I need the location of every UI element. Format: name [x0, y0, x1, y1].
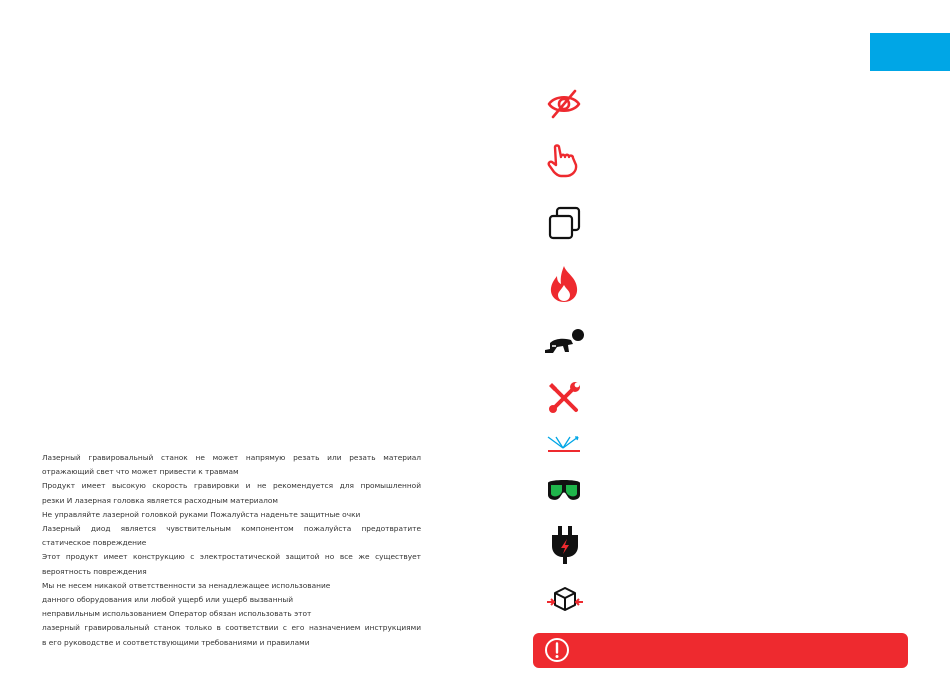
safety-text-line: лазерный гравировальный станок только в соответствии с его назначением инструкциями [42, 623, 421, 633]
safety-text-line: Мы не несем никакой ответственности за ненадлежащее использование [42, 580, 331, 590]
safety-text-block [42, 451, 421, 650]
safety-text-line: вероятность повреждения [42, 566, 147, 576]
safety-glasses-icon [545, 474, 583, 506]
crawling-baby-icon [543, 327, 587, 357]
safety-text-line: неправильным использованием Оператор обязан использовать этот [42, 609, 312, 619]
eye-crossed-icon [546, 88, 582, 120]
exclamation-circle-icon [544, 637, 570, 663]
power-plug-icon [547, 524, 583, 566]
hand-pointer-icon [546, 143, 582, 179]
safety-text-line: в его руководстве и соответствующими требованиями и правилами [42, 637, 310, 647]
overlapping-squares-icon [547, 206, 583, 240]
safety-text-line: отражающий свет что может привести к травмам [42, 467, 239, 477]
tools-crossed-icon [546, 380, 582, 416]
warning-banner [533, 633, 908, 668]
static-box-icon [546, 585, 584, 615]
safety-text-line: статическое повреждение [42, 538, 147, 548]
corner-tab [870, 33, 950, 71]
safety-text-line: Лазерный диод является чувствительным компонентом пожалуйста предотвратите [42, 524, 421, 534]
safety-text-line: резки И лазерная головка является расходным материалом [42, 495, 278, 505]
safety-text-line: Лазерный гравировальный станок не может напрямую резать или резать материал [42, 453, 421, 462]
laser-reflection-icon [546, 433, 582, 455]
safety-text-line: Этот продукт имеет конструкцию с электростатической защитой но все же существует [42, 552, 421, 562]
safety-text-line: данного оборудования или любой ущерб или ущерб вызванный [42, 595, 293, 605]
safety-text-line: Не управляйте лазерной головкой руками Пожалуйста наденьте защитные очки [42, 509, 361, 519]
fire-icon [546, 265, 582, 303]
safety-text-line: Продукт имеет высокую скорость гравировки и не рекомендуется для промышленной [42, 481, 421, 491]
